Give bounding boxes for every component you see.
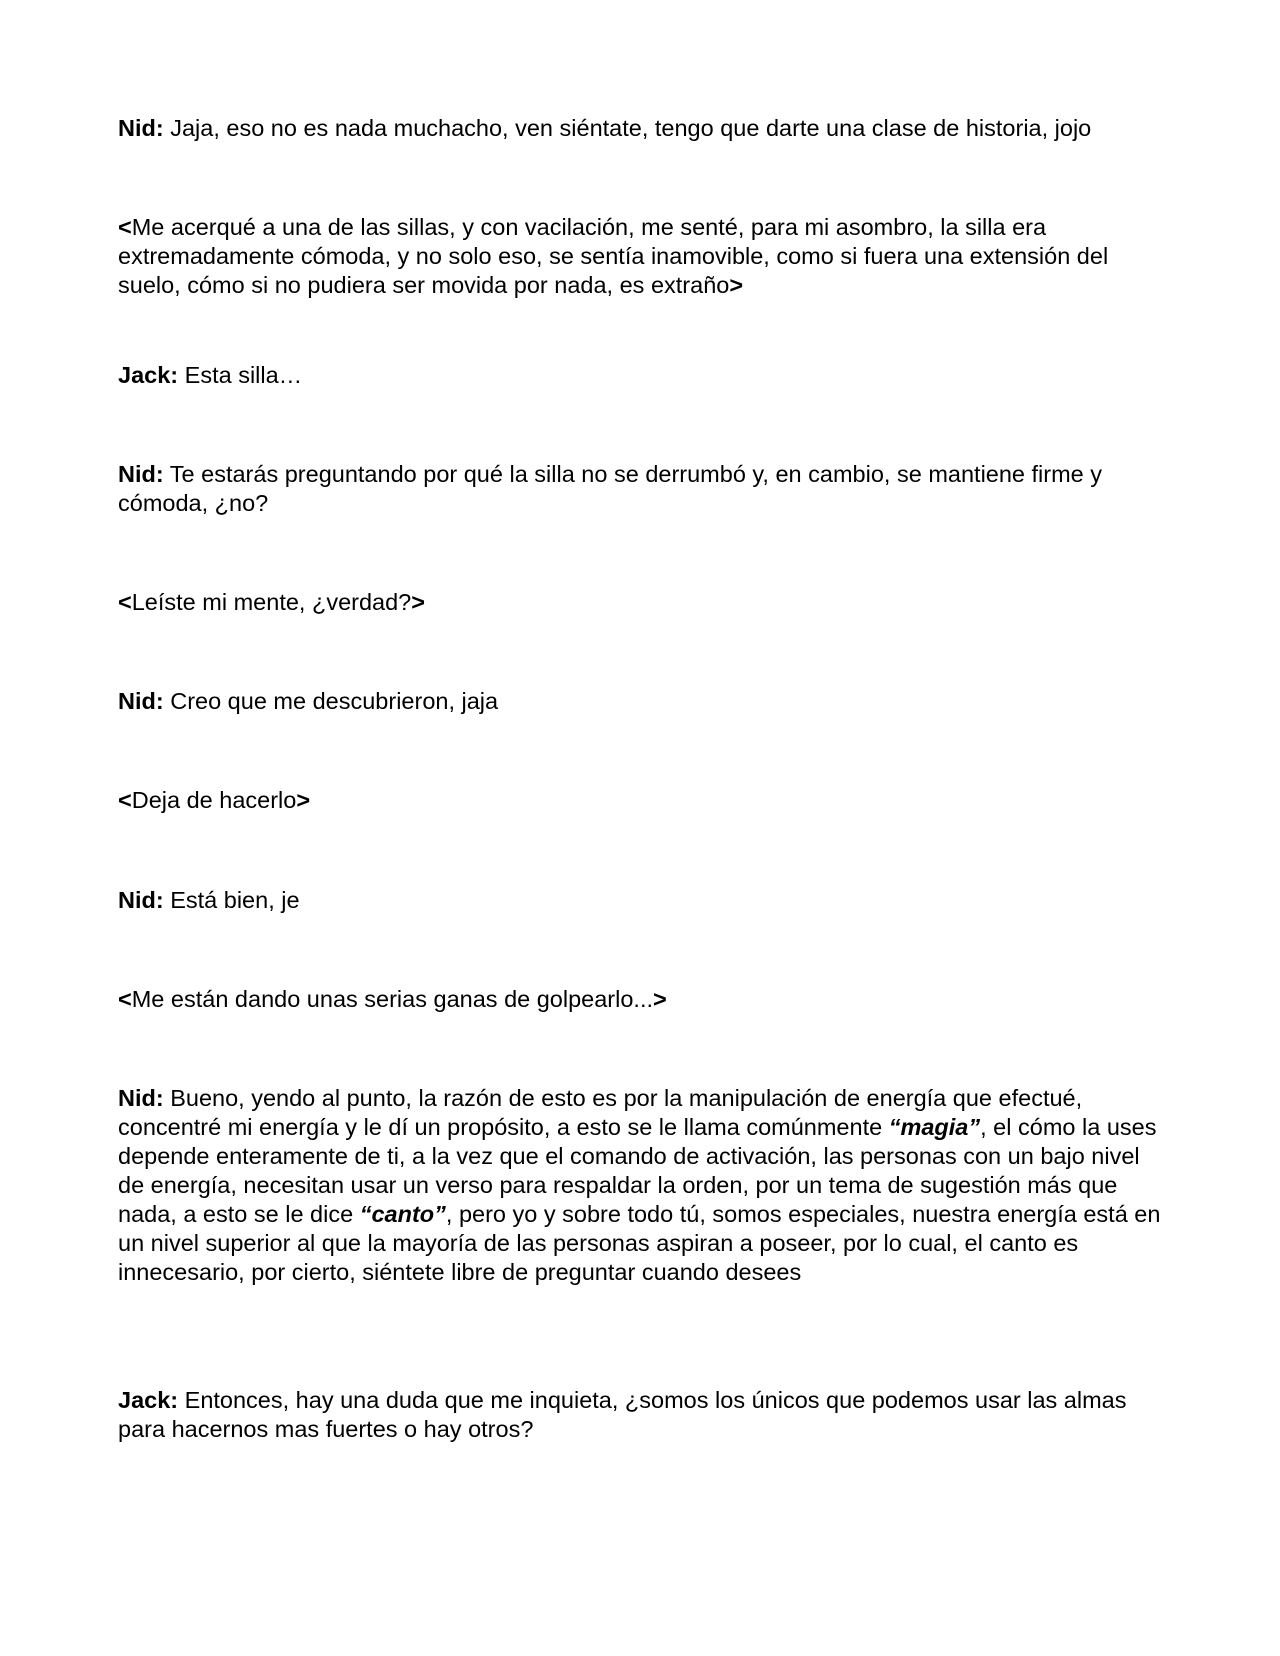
thought-paragraph xyxy=(118,213,1168,300)
dialogue-text: Jaja, eso no es nada muchacho, ven siéntate, tengo que darte una clase de historia, jojo xyxy=(163,115,1092,141)
dialogue-paragraph xyxy=(118,687,1168,716)
speaker-label: Nid: xyxy=(118,1085,164,1111)
dialogue-text: Creo que me descubrieron, jaja xyxy=(163,688,499,714)
dialogue-text: , pero yo y sobre todo tú, somos especiales, nuestra energía está en un nivel superior al que la mayoría de las personas aspiran a poseer, por lo cual, el canto es innecesario, por cierto, siéntete libre de preguntar cuando desees xyxy=(118,1201,1161,1285)
dialogue-text: Entonces, hay una duda que me inquieta, ¿somos los únicos que podemos usar las almas para hacernos mas fuertes o hay otros? xyxy=(118,1387,1127,1442)
speaker-label: Nid: xyxy=(118,688,164,714)
thought-paragraph xyxy=(118,588,1168,617)
thought-close-bracket: > xyxy=(411,589,425,615)
speaker-label: Nid: xyxy=(118,461,164,487)
dialogue-paragraph xyxy=(118,114,1168,143)
thought-text: Me están dando unas serias ganas de golpearlo... xyxy=(131,986,654,1012)
thought-close-bracket: > xyxy=(296,787,311,813)
dialogue-text: , el cómo la uses depende enteramente de ti, a la vez que el comando de activación, las personas con un bajo nivel de energía, necesitan usar un verso para respaldar la orden, por un tema de sugestión más que nada, a esto se le dice xyxy=(118,1114,1157,1227)
speaker-label: Jack: xyxy=(118,362,179,388)
thought-open-bracket: < xyxy=(118,214,132,240)
speaker-label: Nid: xyxy=(118,887,164,913)
thought-close-bracket: > xyxy=(653,986,667,1012)
thought-open-bracket: < xyxy=(118,589,132,615)
thought-text: Me acerqué a una de las sillas, y con vacilación, me senté, para mi asombro, la silla era extremadamente cómoda, y no solo eso, se sentía inamovible, como si fuera una extensión del suelo, cómo si no pudiera ser movida por nada, es extraño xyxy=(118,214,1109,298)
chant-term: “canto” xyxy=(359,1201,446,1227)
magic-term: “magia” xyxy=(888,1114,981,1140)
thought-close-bracket: > xyxy=(729,272,744,298)
thought-paragraph xyxy=(118,786,1168,815)
thought-open-bracket: < xyxy=(118,986,132,1012)
dialogue-text: Esta silla… xyxy=(178,362,303,388)
speaker-label: Jack: xyxy=(118,1387,179,1413)
dialogue-paragraph xyxy=(118,1386,1168,1444)
dialogue-text: Te estarás preguntando por qué la silla no se derrumbó y, en cambio, se mantiene firme y cómoda, ¿no? xyxy=(118,461,1103,516)
dialogue-text: Bueno, yendo al punto, la razón de esto es por la manipulación de energía que efectué, concentré mi energía y le dí un propósito, a esto se le llama comúnmente xyxy=(118,1085,1083,1140)
thought-text: Deja de hacerlo xyxy=(131,787,297,813)
thought-open-bracket: < xyxy=(118,787,132,813)
thought-text: Leíste mi mente, ¿verdad? xyxy=(131,589,412,615)
speaker-label: Nid: xyxy=(118,115,164,141)
dialogue-paragraph xyxy=(118,886,1168,915)
dialogue-paragraph xyxy=(118,361,1168,390)
dialogue-text: Está bien, je xyxy=(163,887,300,913)
dialogue-paragraph xyxy=(118,460,1168,518)
thought-paragraph xyxy=(118,985,1168,1014)
dialogue-paragraph xyxy=(118,1084,1168,1287)
